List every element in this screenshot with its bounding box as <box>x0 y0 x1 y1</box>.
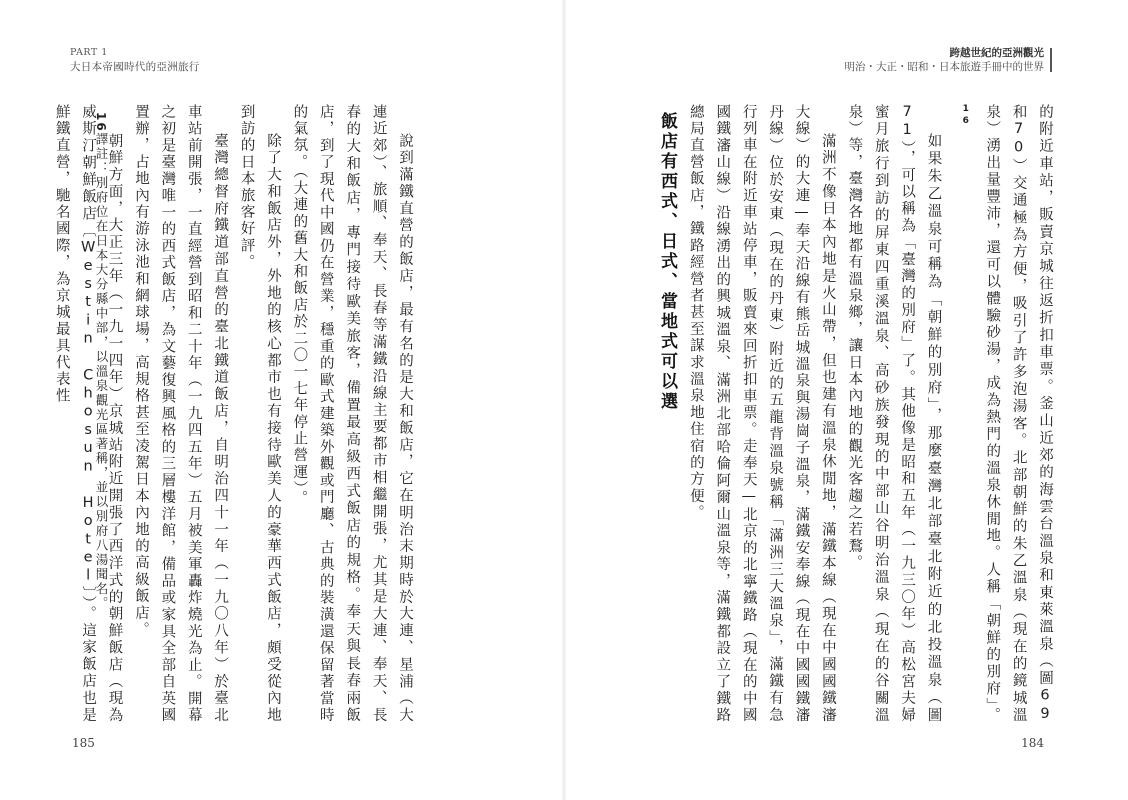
section-heading: 飯店有西式、日式、當地式可以選 <box>657 112 677 412</box>
header-rule <box>1050 48 1052 72</box>
part-subtitle: 大日本帝國時代的亞洲旅行 <box>70 61 200 73</box>
paragraph: 如果朱乙溫泉可稱為「朝鮮的別府」，那麼臺灣北部臺北附近的北投溫泉（圖71），可以稱為「臺灣的別府」了。其他像是昭和五年（一九三〇年）高松宮夫婦蜜月旅行到訪的屏東四重溪溫泉、高砂族發現的中部山谷明治溫泉（現在的谷關溫泉）等，臺灣各地都有溫泉鄉，讓日本內地的觀光客趨之若鶩。 <box>846 104 942 724</box>
running-head-right <box>845 46 1045 74</box>
paragraph: 臺灣總督府鐵道部直營的臺北鐵道飯店，自明治四十一年（一九〇八年）於臺北車站前開張，一直經營到昭和二十年（一九四五年）五月被美軍轟炸燒光為止。開幕之初是臺灣唯一的西式飯店，為文藝復興風格的三層樓洋館，備品或家具全部自英國置辦，占地內有游泳池和網球場，高規格甚至凌駕日本內地的高級飯店。 <box>132 104 229 724</box>
page-number-right: 184 <box>1021 736 1044 750</box>
paragraph <box>947 104 1058 724</box>
footnote <box>70 112 110 692</box>
book-title: 跨越世紀的亞洲觀光 <box>949 47 1044 59</box>
paragraph: 滿洲不像日本內地是火山帶，但也建有溫泉休閒地，滿鐵本線（現在中國國鐵瀋大線）的大連—奉天沿線有熊岳城溫泉與湯崗子溫泉，滿鐵安奉線（現在中國國鐵瀋丹線）位於安東（現在的丹東）附近的五龍背溫泉號稱「滿洲三大溫泉」，滿鐵有急行列車在附近車站停車，販賣來回折扣車票。走奉天—北京的北寧鐵路（現在的中國國鐵瀋山線）沿線湧出的興城溫泉、滿洲北部哈倫阿爾山溫泉等，滿鐵都設立了鐵路總局直營飯店，鐵路經營者甚至謀求溫泉地住宿的方便。 <box>687 104 836 724</box>
left-body-text <box>53 104 418 724</box>
right-body-text <box>687 104 1058 724</box>
note-reference: 16 <box>960 104 971 129</box>
paragraph: 朝鮮方面，大正三年（一九一四年）京城站附近開張了西洋式的朝鮮飯店（現為威斯汀朝鮮飯店〔Westin Chosun Hotel〕）。這家飯店也是鮮鐵直營，馳名國際，為京城最具代表性 <box>53 104 123 724</box>
part-label: PART 1 <box>70 47 108 58</box>
running-head-left <box>70 46 200 74</box>
page-number-left: 185 <box>72 736 95 750</box>
paragraph-text: 的附近車站，販賣京城往返折扣車票。釜山近郊的海雲台溫泉和東萊溫泉（圖69和70）交通極為方便，吸引了許多泡湯客。北部朝鮮的朱乙溫泉（現在的鏡城溫泉）湧出量豐沛，還可以體驗砂湯，成為熱門的溫泉休閒地。人稱「朝鮮的別府」。 <box>984 104 1053 724</box>
footnote-text: 譯註：別府位在日本大分縣中部，以溫泉觀光區著稱，並以別府八湯聞名。 <box>94 132 109 612</box>
footnote-number: 16 <box>94 112 108 133</box>
book-subtitle: 明治・大正・昭和・日本旅遊手冊中的世界 <box>844 61 1044 73</box>
right-page <box>564 0 1128 800</box>
paragraph: 除了大和飯店外，外地的核心都市也有接待歐美人的豪華西式飯店，頗受從內地到訪的日本旅客好評。 <box>238 104 281 724</box>
paragraph: 說到滿鐵直營的飯店，最有名的是大和飯店，它在明治末期時於大連、星浦（大連近郊）、旅順、奉天、長春等滿鐵沿線主要都市相繼開張，尤其是大連、奉天、長春的大和飯店，專門接待歐美旅客，備置最高級西式飯店的規格。奉天與長春兩飯店，到了現代中國仍在營業，穩重的歐式建築外觀或門廳、古典的裝潢還保留著當時的氣氛。（大連的舊大和飯店於二〇一七年停止營運）。 <box>291 104 413 724</box>
